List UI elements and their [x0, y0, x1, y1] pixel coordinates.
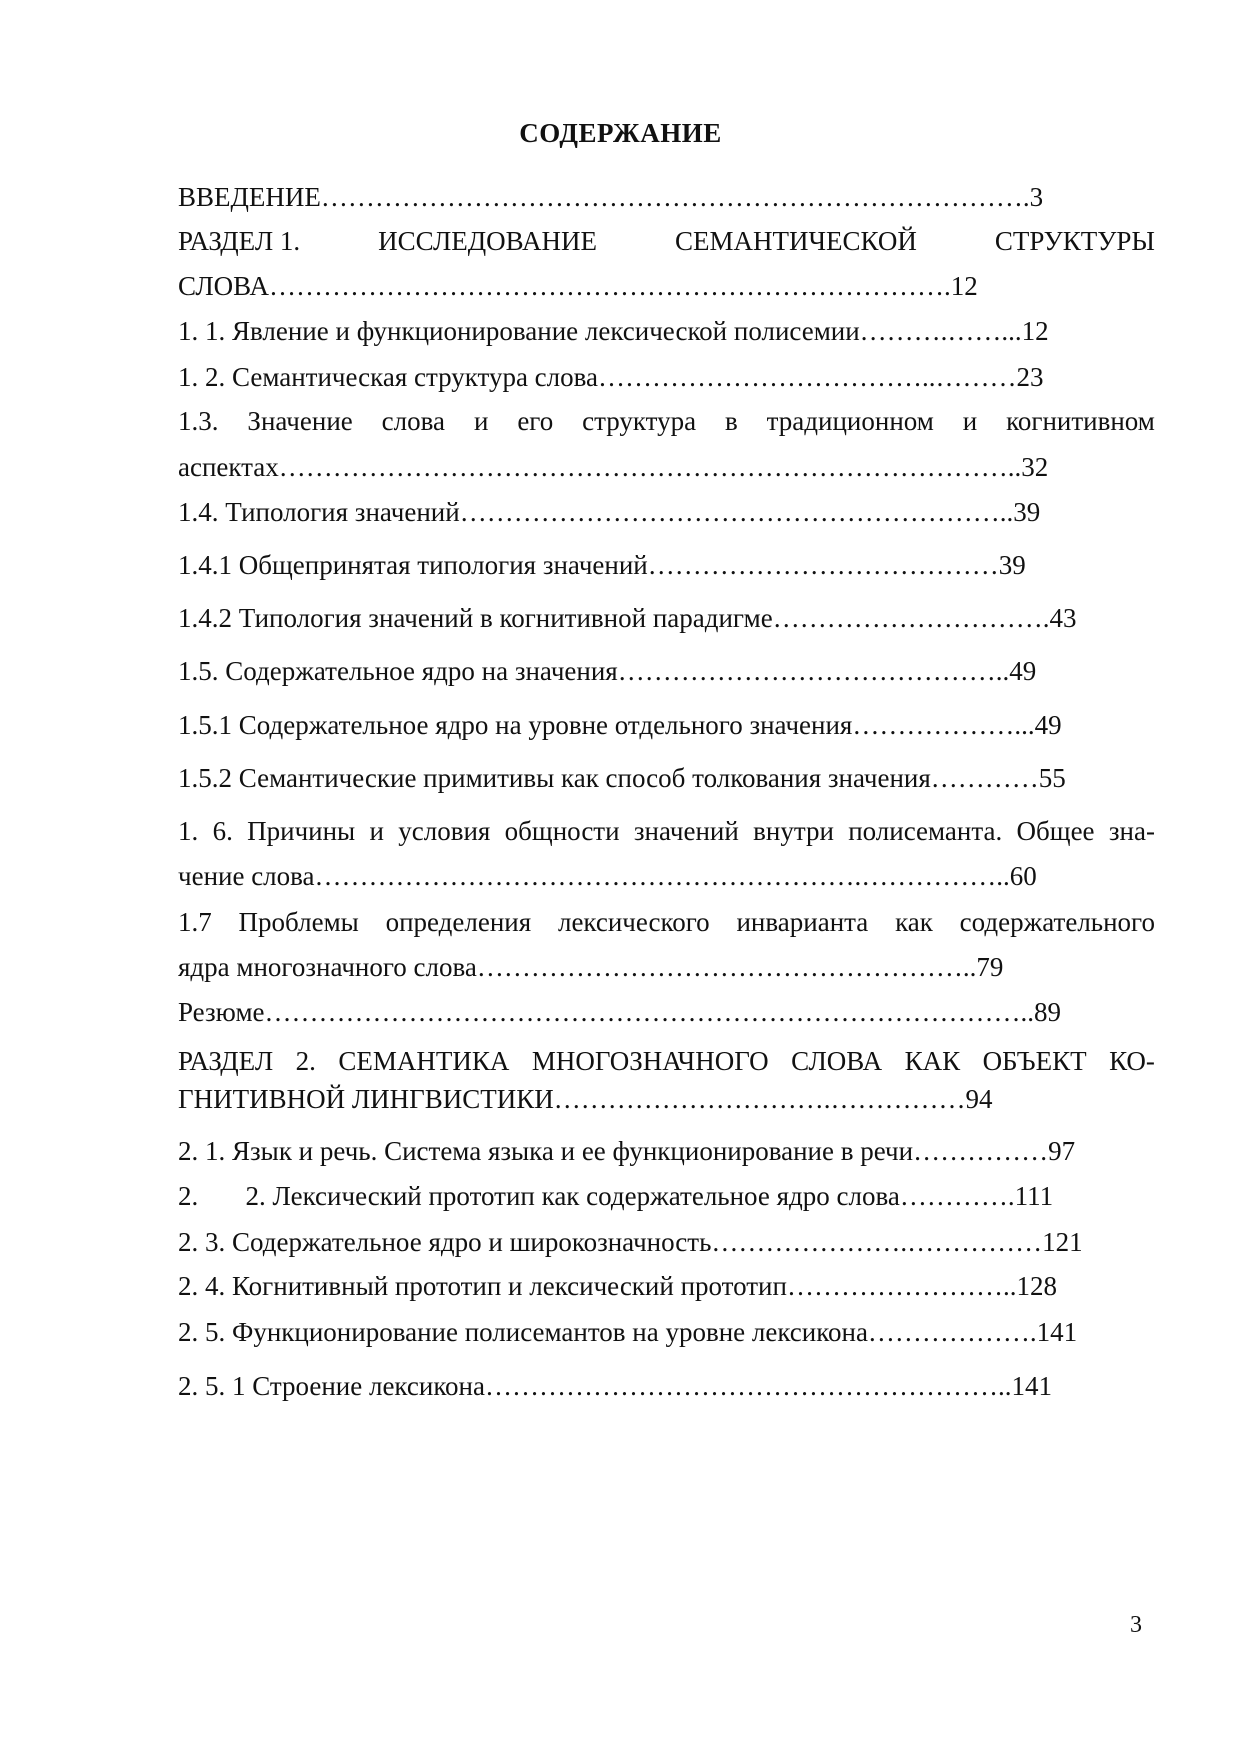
toc-entry-1-6-cont[interactable]: чение слова…………………………………………………….……………..60: [178, 861, 1037, 891]
toc-entry-1-2[interactable]: 1. 2. Семантическая структура слова………………………………..………23: [178, 362, 1044, 392]
toc-entry-chapter-2[interactable]: РАЗДЕЛ 2. СЕМАНТИКА МНОГОЗНАЧНОГО СЛОВА КАК ОБЪЕКТ КО-: [178, 1046, 1155, 1076]
toc-entry-1-1[interactable]: 1. 1. Явление и функционирование лексической полисемии……….……...12: [178, 316, 1049, 346]
toc-entry-2-5[interactable]: 2. 5. Функционирование полисемантов на уровне лексикона……………….141: [178, 1317, 1078, 1347]
toc-entry-1-4-1[interactable]: 1.4.1 Общепринятая типология значений…………………………………39: [178, 550, 1026, 580]
toc-entry-chapter-1[interactable]: РАЗДЕЛ 1. ИССЛЕДОВАНИЕ СЕМАНТИЧЕСКОЙ СТРУКТУРЫ: [178, 226, 1155, 256]
toc-entry-1-5[interactable]: 1.5. Содержательное ядро на значения……………………………………..49: [178, 656, 1037, 686]
toc-entry-1-7-cont[interactable]: ядра многозначного слова………………………………………………..79: [178, 952, 1004, 982]
toc-entry-1-3[interactable]: 1.3. Значение слова и его структура в традиционном и когнитивном: [178, 406, 1155, 436]
page-number: 3: [1130, 1612, 1142, 1638]
toc-entry-chapter-1-cont[interactable]: СЛОВА………………………………………………………………….12: [178, 271, 978, 301]
toc-entry-2-4[interactable]: 2. 4. Когнитивный прототип и лексический прототип……………………..128: [178, 1271, 1057, 1301]
page-title: СОДЕРЖАНИЕ: [519, 118, 722, 148]
toc-entry-1-4-2[interactable]: 1.4.2 Типология значений в когнитивной парадигме………………………….43: [178, 603, 1077, 633]
toc-entry-2-5-1[interactable]: 2. 5. 1 Строение лексикона…………………………………………………..141: [178, 1371, 1052, 1401]
toc-entry-1-5-1[interactable]: 1.5.1 Содержательное ядро на уровне отдельного значения………………...49: [178, 710, 1062, 740]
toc-entry-summary[interactable]: Резюме…………………………………………………………………………..89: [178, 997, 1062, 1027]
toc-entry-2-2[interactable]: 2. 2. Лексический прототип как содержательное ядро слова………….111: [178, 1181, 1054, 1211]
toc-entry-chapter-2-cont[interactable]: ГНИТИВНОЙ ЛИНГВИСТИКИ………………………….……………94: [178, 1084, 993, 1114]
toc-entry-1-5-2[interactable]: 1.5.2 Семантические примитивы как способ толкования значения…………55: [178, 763, 1066, 793]
toc-entry-1-4[interactable]: 1.4. Типология значений……………………………………………………..39: [178, 497, 1041, 527]
toc-entry-2-1[interactable]: 2. 1. Язык и речь. Система языка и ее функционирование в речи……………97: [178, 1136, 1076, 1166]
toc-entry-2-3[interactable]: 2. 3. Содержательное ядро и широкозначность………………….……………121: [178, 1227, 1083, 1257]
toc-entry-1-6[interactable]: 1. 6. Причины и условия общности значений внутри полисеманта. Общее зна-: [178, 816, 1155, 846]
toc-entry-intro[interactable]: ВВЕДЕНИЕ…………………………………………………………………….3: [178, 182, 1044, 212]
toc-entry-1-3-cont[interactable]: аспектах………………………………………………………………………..32: [178, 452, 1049, 482]
toc-entry-1-7[interactable]: 1.7 Проблемы определения лексического инварианта как содержательного: [178, 907, 1155, 937]
